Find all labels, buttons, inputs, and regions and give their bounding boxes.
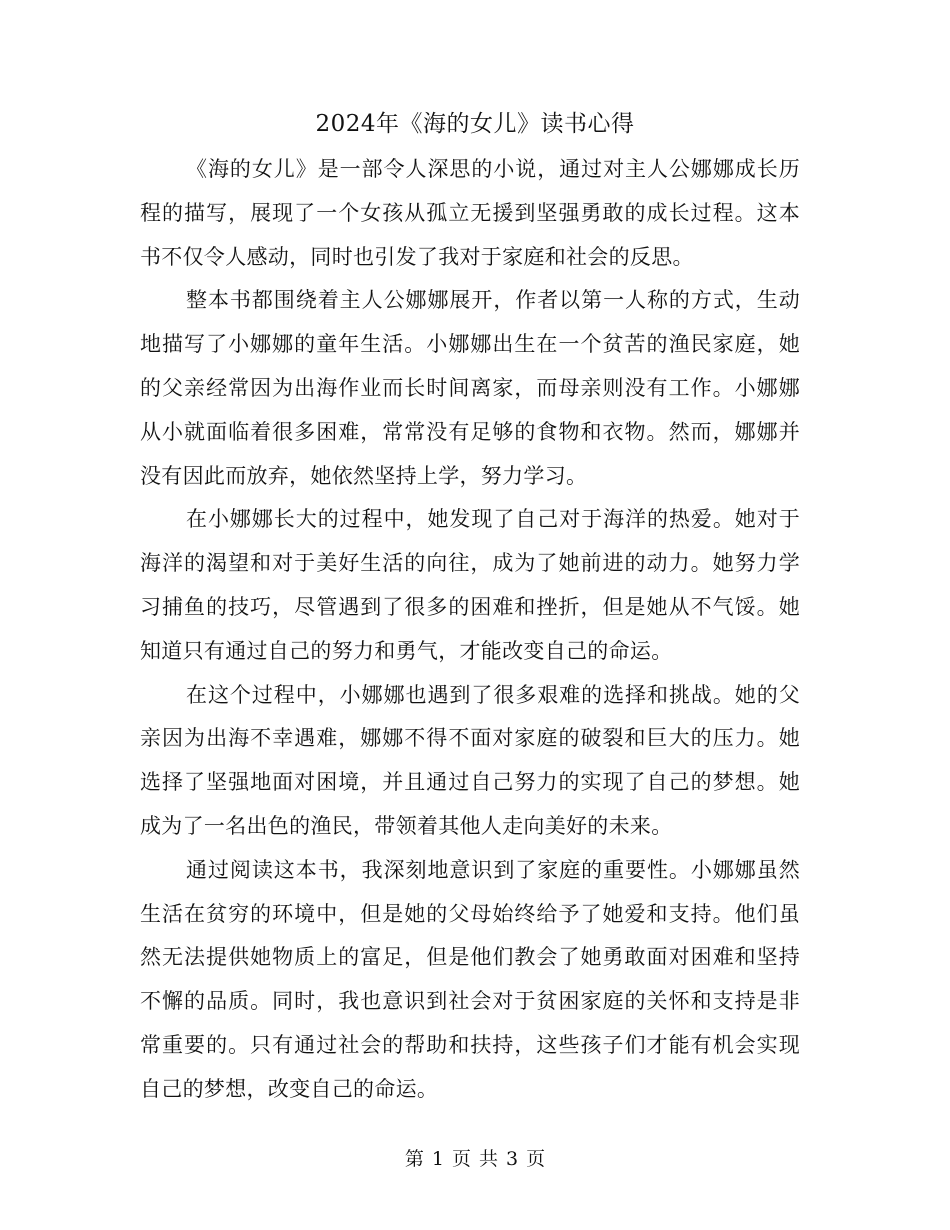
document-title: 2024年《海的女儿》读书心得 — [315, 111, 635, 137]
footer-page-word: 页 — [451, 1148, 471, 1170]
page-footer — [0, 1143, 950, 1175]
paragraph-3: 在小娜娜长大的过程中，她发现了自己对于海洋的热爱。她对于海洋的渴望和对于美好生活的向往，成为了她前进的动力。她努力学习捕鱼的技巧，尽管遇到了很多的困难和挫折，但是她从不气馁。她知道只有通过自己的努力和勇气，才能改变自己的命运。 — [140, 507, 800, 663]
document-body — [140, 148, 800, 1112]
paragraph-1: 《海的女儿》是一部令人深思的小说，通过对主人公娜娜成长历程的描写，展现了一个女孩从孤立无援到坚强勇敢的成长过程。这本书不仅令人感动，同时也引发了我对于家庭和社会的反思。 — [140, 157, 800, 269]
paragraph-4: 在这个过程中，小娜娜也遇到了很多艰难的选择和挑战。她的父亲因为出海不幸遇难，娜娜不得不面对家庭的破裂和巨大的压力。她选择了坚强地面对困境，并且通过自己努力的实现了自己的梦想。她成为了一名出色的渔民，带领着其他人走向美好的未来。 — [140, 682, 800, 838]
paragraph-2: 整本书都围绕着主人公娜娜展开，作者以第一人称的方式，生动地描写了小娜娜的童年生活。小娜娜出生在一个贫苦的渔民家庭，她的父亲经常因为出海作业而长时间离家，而母亲则没有工作。小娜娜从小就面临着很多困难，常常没有足够的食物和衣物。然而，娜娜并没有因此而放弃，她依然坚持上学，努力学习。 — [140, 288, 800, 488]
paragraph-5: 通过阅读这本书，我深刻地意识到了家庭的重要性。小娜娜虽然生活在贫穷的环境中，但是她的父母始终给予了她爱和支持。他们虽然无法提供她物质上的富足，但是他们教会了她勇敢面对困难和坚持不懈的品质。同时，我也意识到社会对于贫困家庭的关怀和支持是非常重要的。只有通过社会的帮助和扶持，这些孩子们才能有机会实现自己的梦想，改变自己的命运。 — [140, 857, 800, 1101]
footer-page-number: 1 — [431, 1148, 444, 1170]
footer-prefix: 第 — [404, 1148, 424, 1170]
footer-total-pages: 3 — [506, 1148, 519, 1170]
footer-suffix: 页 — [526, 1148, 546, 1170]
footer-total-word: 共 — [479, 1148, 499, 1170]
